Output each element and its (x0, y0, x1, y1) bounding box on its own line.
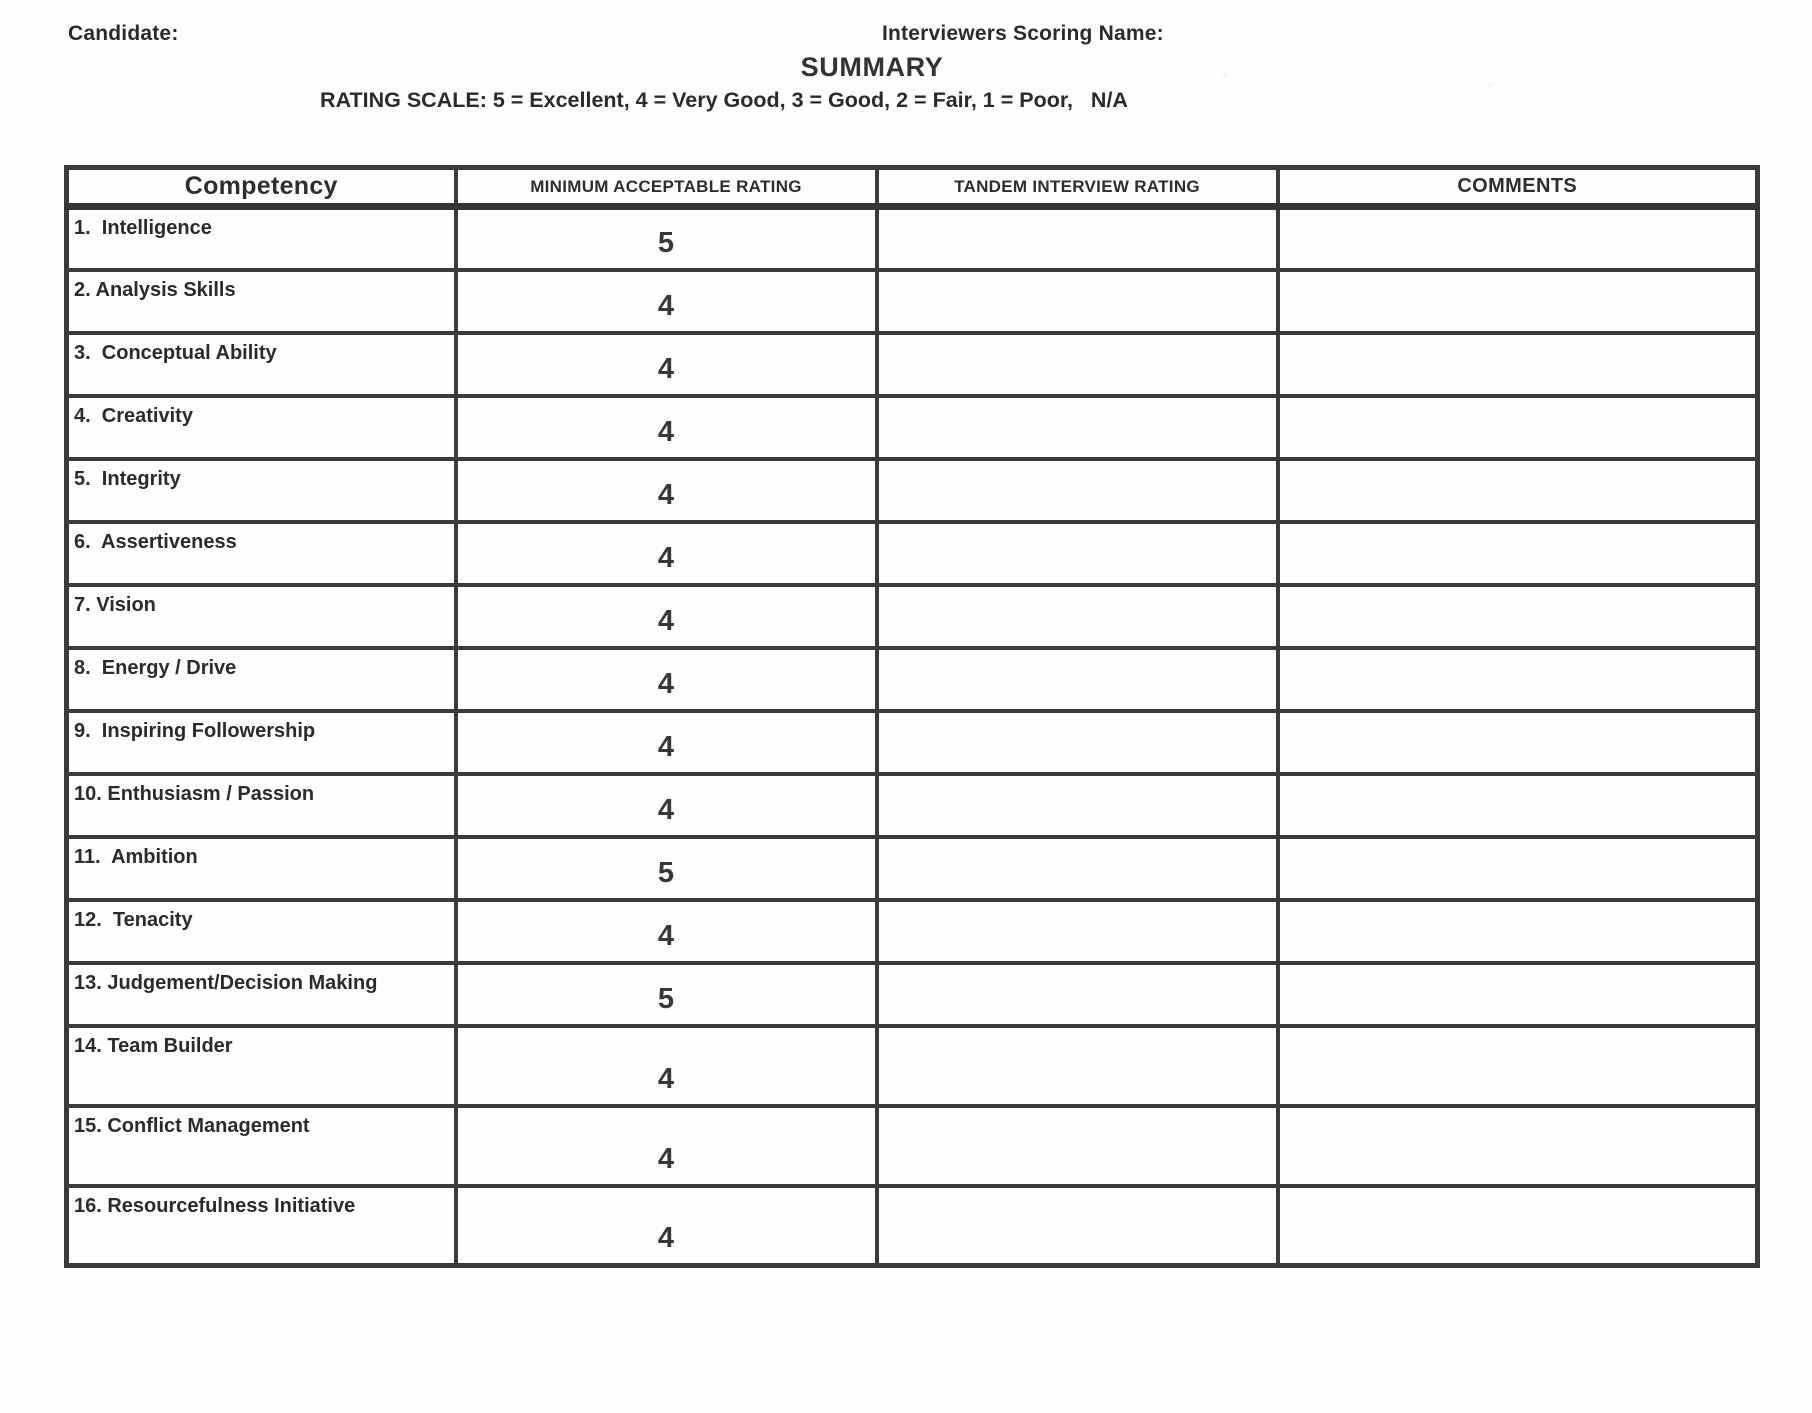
minimum-rating-cell: 4 (456, 1186, 877, 1266)
minimum-rating-cell: 4 (456, 648, 877, 711)
column-header-comments: COMMENTS (1278, 168, 1758, 207)
comments-cell (1278, 648, 1758, 711)
comments-cell (1278, 711, 1758, 774)
column-header-competency: Competency (67, 168, 456, 207)
table-row (67, 270, 1758, 333)
table-row (67, 522, 1758, 585)
table-row (67, 207, 1758, 270)
table-row (67, 963, 1758, 1026)
competency-cell: 13. Judgement/Decision Making (67, 963, 456, 1026)
table-row (67, 1186, 1758, 1266)
competency-cell: 6. Assertiveness (67, 522, 456, 585)
comments-cell (1278, 333, 1758, 396)
competency-cell: 15. Conflict Management (67, 1106, 456, 1186)
tandem-rating-cell (877, 1106, 1278, 1186)
table-row (67, 648, 1758, 711)
minimum-rating-cell: 4 (456, 396, 877, 459)
minimum-rating-cell: 5 (456, 207, 877, 270)
table-header-row (67, 168, 1758, 207)
column-header-minimum-acceptable-rating: MINIMUM ACCEPTABLE RATING (456, 168, 877, 207)
tandem-rating-cell (877, 270, 1278, 333)
competency-cell: 2. Analysis Skills (67, 270, 456, 333)
tandem-rating-cell (877, 333, 1278, 396)
table-row (67, 837, 1758, 900)
comments-cell (1278, 837, 1758, 900)
tandem-rating-cell (877, 585, 1278, 648)
minimum-rating-cell: 4 (456, 1026, 877, 1106)
tandem-rating-cell (877, 459, 1278, 522)
table-row (67, 711, 1758, 774)
competency-cell: 1. Intelligence (67, 207, 456, 270)
competency-cell: 5. Integrity (67, 459, 456, 522)
table-row (67, 396, 1758, 459)
competency-summary-table (64, 165, 1760, 1268)
minimum-rating-cell: 4 (456, 774, 877, 837)
tandem-rating-cell (877, 837, 1278, 900)
interviewers-scoring-name-label: Interviewers Scoring Name: (882, 22, 1164, 45)
comments-cell (1278, 270, 1758, 333)
rating-scale-legend: RATING SCALE: 5 = Excellent, 4 = Very Good, 3 = Good, 2 = Fair, 1 = Poor, N/A (320, 88, 1128, 112)
minimum-rating-cell: 4 (456, 1106, 877, 1186)
competency-cell: 16. Resourcefulness Initiative (67, 1186, 456, 1266)
competency-cell: 9. Inspiring Followership (67, 711, 456, 774)
table-row (67, 585, 1758, 648)
tandem-rating-cell (877, 522, 1278, 585)
minimum-rating-cell: 4 (456, 522, 877, 585)
minimum-rating-cell: 4 (456, 333, 877, 396)
table-row (67, 900, 1758, 963)
comments-cell (1278, 1106, 1758, 1186)
table-row (67, 333, 1758, 396)
minimum-rating-cell: 4 (456, 270, 877, 333)
candidate-label: Candidate: (68, 22, 179, 45)
comments-cell (1278, 900, 1758, 963)
competency-cell: 8. Energy / Drive (67, 648, 456, 711)
comments-cell (1278, 396, 1758, 459)
column-header-tandem-interview-rating: TANDEM INTERVIEW RATING (877, 168, 1278, 207)
competency-cell: 14. Team Builder (67, 1026, 456, 1106)
competency-cell: 10. Enthusiasm / Passion (67, 774, 456, 837)
competency-cell: 11. Ambition (67, 837, 456, 900)
comments-cell (1278, 1026, 1758, 1106)
table-row (67, 1026, 1758, 1106)
minimum-rating-cell: 5 (456, 837, 877, 900)
tandem-rating-cell (877, 648, 1278, 711)
page-title: SUMMARY (800, 52, 944, 82)
minimum-rating-cell: 4 (456, 711, 877, 774)
competency-cell: 7. Vision (67, 585, 456, 648)
tandem-rating-cell (877, 1026, 1278, 1106)
tandem-rating-cell (877, 963, 1278, 1026)
tandem-rating-cell (877, 1186, 1278, 1266)
comments-cell (1278, 774, 1758, 837)
tandem-rating-cell (877, 774, 1278, 837)
table-row (67, 1106, 1758, 1186)
minimum-rating-cell: 4 (456, 585, 877, 648)
minimum-rating-cell: 4 (456, 459, 877, 522)
table-row (67, 459, 1758, 522)
minimum-rating-cell: 4 (456, 900, 877, 963)
tandem-rating-cell (877, 900, 1278, 963)
comments-cell (1278, 522, 1758, 585)
competency-cell: 12. Tenacity (67, 900, 456, 963)
comments-cell (1278, 585, 1758, 648)
table-row (67, 774, 1758, 837)
competency-cell: 3. Conceptual Ability (67, 333, 456, 396)
minimum-rating-cell: 5 (456, 963, 877, 1026)
comments-cell (1278, 207, 1758, 270)
competency-cell: 4. Creativity (67, 396, 456, 459)
tandem-rating-cell (877, 711, 1278, 774)
comments-cell (1278, 1186, 1758, 1266)
tandem-rating-cell (877, 396, 1278, 459)
comments-cell (1278, 459, 1758, 522)
comments-cell (1278, 963, 1758, 1026)
tandem-rating-cell (877, 207, 1278, 270)
